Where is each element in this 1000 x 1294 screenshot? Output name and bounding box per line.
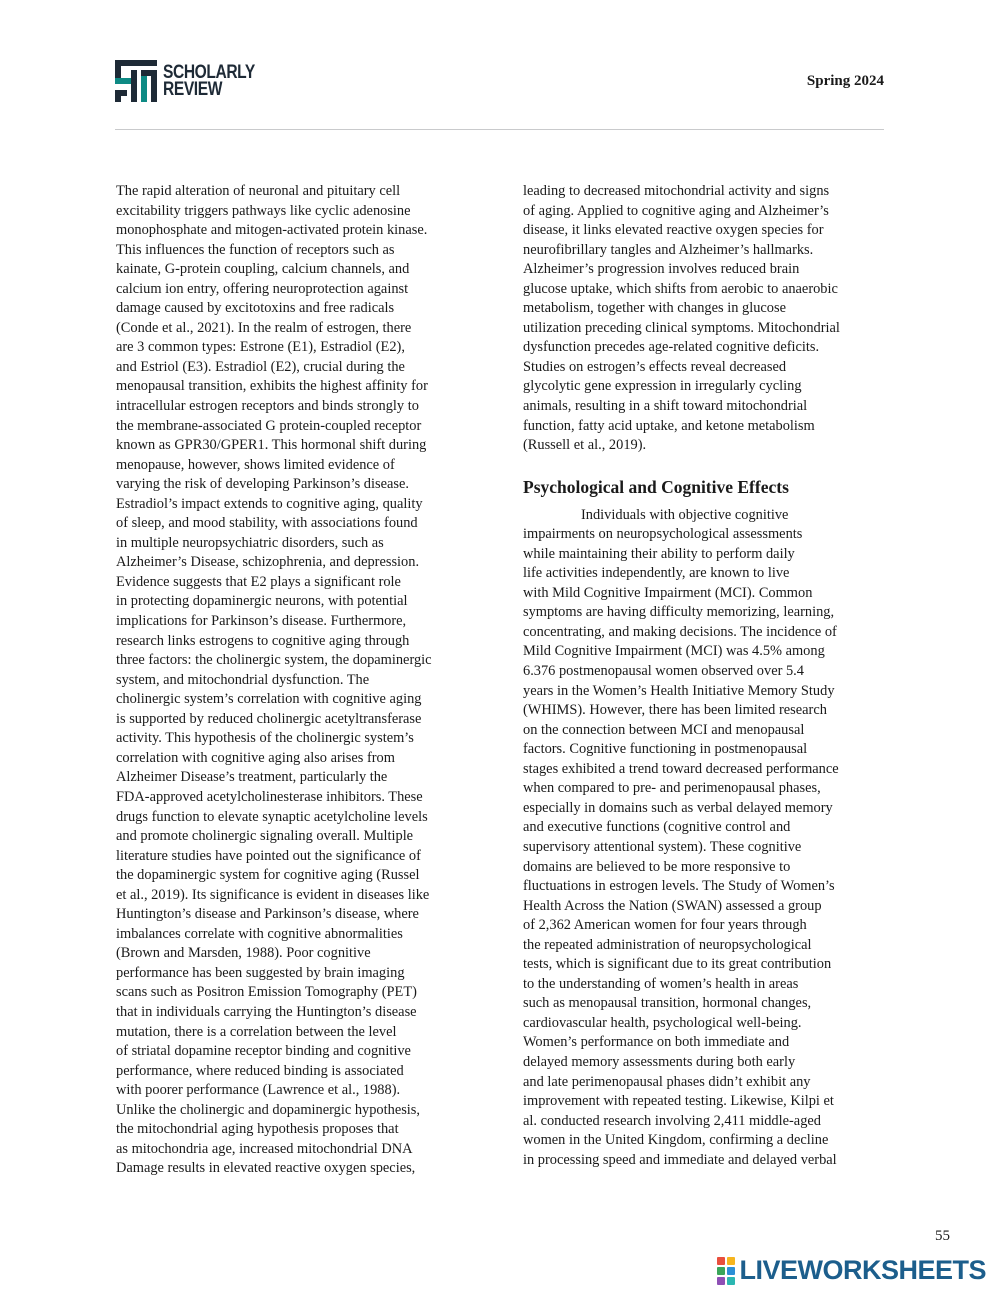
text-line: in processing speed and immediate and delayed verbal xyxy=(523,1151,837,1168)
header-divider xyxy=(115,129,884,130)
journal-logo xyxy=(115,60,275,102)
text-line: neurofibrillary tangles and Alzheimer’s hallmarks. xyxy=(523,241,814,258)
text-line: while maintaining their ability to perform daily xyxy=(523,545,795,562)
issue-season: Spring 2024 xyxy=(806,73,884,89)
text-line: symptoms are having difficulty memorizing, learning, xyxy=(523,604,835,621)
left-paragraph xyxy=(116,182,478,1179)
text-line: of striatal dopamine receptor binding and cognitive xyxy=(116,1043,411,1060)
text-line: domains are believed to be more responsive to xyxy=(523,858,791,875)
text-line: Alzheimer’s Disease, schizophrenia, and depression. xyxy=(116,554,420,571)
text-line: mutation, there is a correlation between the level xyxy=(116,1023,397,1040)
brand-icon-square xyxy=(717,1277,725,1285)
text-line: (Brown and Marsden, 1988). Poor cognitive xyxy=(116,945,371,962)
text-line: Alzheimer Disease’s treatment, particularly the xyxy=(116,769,388,786)
text-line: are 3 common types: Estrone (E1), Estradiol (E2), xyxy=(116,339,405,356)
logo-line-1: SCHOLARLY xyxy=(163,62,255,83)
text-line: known as GPR30/GPER1. This hormonal shift during xyxy=(116,437,427,454)
left-column xyxy=(116,182,478,1179)
text-line: and executive functions (cognitive control and xyxy=(523,819,791,836)
liveworksheets-wordmark: LIVEWORKSHEETS xyxy=(739,1255,986,1285)
text-line: women in the United Kingdom, confirming a decline xyxy=(523,1132,829,1149)
text-line: is supported by reduced cholinergic acetyltransferase xyxy=(116,710,422,727)
brand-icon-square xyxy=(717,1267,725,1275)
right-paragraph-top xyxy=(523,182,885,456)
text-line: the repeated administration of neuropsychological xyxy=(523,936,812,953)
text-line: al. conducted research involving 2,411 middle-aged xyxy=(523,1112,821,1129)
text-line: This influences the function of receptors such as xyxy=(116,241,395,258)
text-line: in multiple neuropsychiatric disorders, such as xyxy=(116,534,384,551)
text-line: the dopaminergic system for cognitive aging (Russel xyxy=(116,867,420,884)
text-line: (WHIMS). However, there has been limited research xyxy=(523,702,827,719)
text-line: kainate, G-protein coupling, calcium channels, and xyxy=(116,261,410,278)
text-line: glycolytic gene expression in irregularly cycling xyxy=(523,378,802,395)
text-line: FDA-approved acetylcholinesterase inhibitors. These xyxy=(116,788,423,805)
text-line: to the understanding of women’s health in areas xyxy=(523,975,799,992)
text-line: implications for Parkinson’s disease. Furthermore, xyxy=(116,613,407,630)
text-line: cholinergic system’s correlation with cognitive aging xyxy=(116,691,422,708)
page-number: 55 xyxy=(935,1228,950,1244)
text-line: in protecting dopaminergic neurons, with potential xyxy=(116,593,408,610)
text-line: concentrating, and making decisions. The incidence of xyxy=(523,623,837,640)
text-line: performance, where reduced binding is associated xyxy=(116,1062,404,1079)
text-line: impairments on neuropsychological assessments xyxy=(523,526,803,543)
text-line: glucose uptake, which shifts from aerobic to anaerobic xyxy=(523,280,838,297)
text-line: activity. This hypothesis of the cholinergic system’s xyxy=(116,730,414,747)
text-line: and late perimenopausal phases didn’t exhibit any xyxy=(523,1073,811,1090)
text-line: years in the Women’s Health Initiative Memory Study xyxy=(523,682,835,699)
text-line: Individuals with objective cognitive xyxy=(581,506,789,523)
text-line: utilization preceding clinical symptoms. Mitochondrial xyxy=(523,319,840,336)
text-line: drugs function to elevate synaptic acetylcholine levels xyxy=(116,808,428,825)
text-line: with Mild Cognitive Impairment (MCI). Common xyxy=(523,584,813,601)
brand-icon-square xyxy=(727,1277,735,1285)
text-line: monophosphate and mitogen-activated protein kinase. xyxy=(116,222,428,239)
text-line: (Conde et al., 2021). In the realm of estrogen, there xyxy=(116,319,412,336)
right-column xyxy=(523,182,885,1170)
text-line: varying the risk of developing Parkinson’s disease. xyxy=(116,476,409,493)
text-line: supervisory attentional system). These cognitive xyxy=(523,838,802,855)
brand-icon-square xyxy=(727,1267,735,1275)
text-line: 6.376 postmenopausal women observed over 5.4 xyxy=(523,663,804,680)
text-line: cardiovascular health, psychological well-being. xyxy=(523,1014,802,1031)
text-line: function, fatty acid uptake, and ketone metabolism xyxy=(523,417,815,434)
text-line: research links estrogens to cognitive aging through xyxy=(116,632,410,649)
text-line: imbalances correlate with cognitive abnormalities xyxy=(116,925,403,942)
text-line: such as menopausal transition, hormonal changes, xyxy=(523,995,812,1012)
text-line: damage caused by excitotoxins and free radicals xyxy=(116,300,395,317)
text-line: The rapid alteration of neuronal and pituitary cell xyxy=(116,183,401,199)
text-line: leading to decreased mitochondrial activity and signs xyxy=(523,183,830,199)
text-line: with poorer performance (Lawrence et al., 1988). xyxy=(116,1082,401,1099)
text-line: stages exhibited a trend toward decreased performance xyxy=(523,760,839,777)
text-line: animals, resulting in a shift toward mitochondrial xyxy=(523,398,808,415)
scholarly-review-logo-icon xyxy=(115,60,157,102)
text-line: menopausal transition, exhibits the highest affinity for xyxy=(116,378,428,395)
text-line: performance has been suggested by brain imaging xyxy=(116,964,405,981)
logo-wordmark xyxy=(163,64,255,98)
text-line: especially in domains such as verbal delayed memory xyxy=(523,799,833,816)
text-line: and promote cholinergic signaling overall. Multiple xyxy=(116,828,414,845)
text-line: of aging. Applied to cognitive aging and Alzheimer’s xyxy=(523,202,829,219)
right-paragraph-bottom xyxy=(523,506,885,1171)
text-line: Estradiol’s impact extends to cognitive aging, quality xyxy=(116,495,423,512)
text-line: as mitochondria age, increased mitochondrial DNA xyxy=(116,1140,413,1157)
text-line: Women’s performance on both immediate and xyxy=(523,1034,790,1051)
text-line: that in individuals carrying the Huntington’s disease xyxy=(116,1003,417,1020)
liveworksheets-icon xyxy=(717,1257,735,1285)
text-line: system, and mitochondrial dysfunction. The xyxy=(116,671,370,688)
text-line: when compared to pre- and perimenopausal phases, xyxy=(523,780,821,797)
text-line: Studies on estrogen’s effects reveal decreased xyxy=(523,358,787,375)
text-line: disease, it links elevated reactive oxygen species for xyxy=(523,222,824,239)
text-line: Evidence suggests that E2 plays a significant role xyxy=(116,573,401,590)
text-line: factors. Cognitive functioning in postmenopausal xyxy=(523,741,808,758)
text-line: on the connection between MCI and menopausal xyxy=(523,721,805,738)
text-line: and Estriol (E3). Estradiol (E2), crucial during the xyxy=(116,358,405,375)
text-line: et al., 2019). Its significance is evident in diseases like xyxy=(116,886,430,903)
brand-icon-square xyxy=(717,1257,725,1265)
text-line: Huntington’s disease and Parkinson’s disease, where xyxy=(116,906,419,923)
text-line: of 2,362 American women for four years through xyxy=(523,917,807,934)
text-line: excitability triggers pathways like cyclic adenosine xyxy=(116,202,411,219)
text-line: literature studies have pointed out the significance of xyxy=(116,847,421,864)
text-line: three factors: the cholinergic system, the dopaminergic xyxy=(116,652,432,669)
text-line: of sleep, and mood stability, with associations found xyxy=(116,515,418,532)
text-line: Unlike the cholinergic and dopaminergic hypothesis, xyxy=(116,1101,421,1118)
brand-icon-square xyxy=(727,1257,735,1265)
logo-line-2: REVIEW xyxy=(163,79,223,100)
section-heading: Psychological and Cognitive Effects xyxy=(523,476,789,497)
liveworksheets-brand xyxy=(717,1255,986,1286)
text-line: Damage results in elevated reactive oxygen species, xyxy=(116,1160,416,1177)
text-line: scans such as Positron Emission Tomography (PET) xyxy=(116,984,417,1001)
text-line: metabolism, together with changes in glucose xyxy=(523,300,786,317)
text-line: Alzheimer’s progression involves reduced brain xyxy=(523,261,800,278)
text-line: fluctuations in estrogen levels. The Study of Women’s xyxy=(523,878,835,895)
text-line: menopause, however, shows limited evidence of xyxy=(116,456,395,473)
text-line: improvement with repeated testing. Likewise, Kilpi et xyxy=(523,1093,834,1110)
text-line: Health Across the Nation (SWAN) assessed a group xyxy=(523,897,822,914)
text-line: life activities independently, are known to live xyxy=(523,565,790,582)
text-line: Mild Cognitive Impairment (MCI) was 4.5% among xyxy=(523,643,825,660)
text-line: tests, which is significant due to its great contribution xyxy=(523,956,832,973)
text-line: intracellular estrogen receptors and binds strongly to xyxy=(116,398,419,415)
text-line: delayed memory assessments during both early xyxy=(523,1053,796,1070)
text-line: dysfunction precedes age-related cognitive deficits. xyxy=(523,339,820,356)
text-line: calcium ion entry, offering neuroprotection against xyxy=(116,280,409,297)
text-line: the membrane-associated G protein-coupled receptor xyxy=(116,417,422,434)
text-line: the mitochondrial aging hypothesis proposes that xyxy=(116,1121,399,1138)
text-line: correlation with cognitive aging also arises from xyxy=(116,749,395,766)
text-line: (Russell et al., 2019). xyxy=(523,437,647,454)
